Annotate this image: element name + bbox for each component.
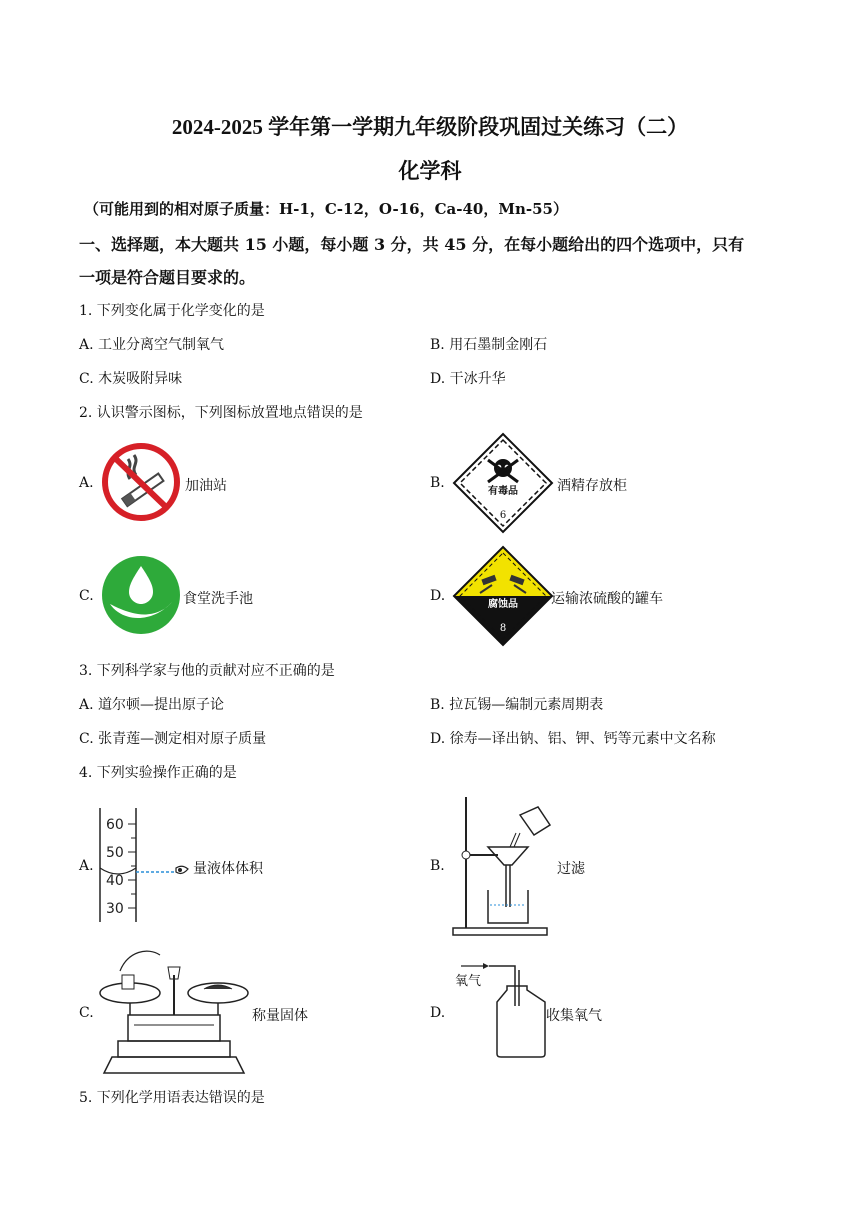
cylinder-tick-40: 40 <box>106 873 124 889</box>
q3-option-c: C. 张青莲—测定相对原子质量 <box>79 731 267 747</box>
q4-option-c-letter: C. <box>79 1005 94 1021</box>
toxic-sign-icon <box>452 432 554 534</box>
cylinder-tick-50: 50 <box>106 845 124 861</box>
section-heading-line2: 一项是符合题目要求的。 <box>79 268 256 287</box>
section-heading-line1: 一、选择题，本大题共 15 小题，每小题 3 分，共 45 分，在每小题给出的四个选项中，只有 <box>79 235 745 254</box>
q4-option-d-letter: D. <box>430 1005 446 1021</box>
balance-scale-figure <box>98 945 250 1075</box>
q2-option-c-text: 食堂洗手池 <box>183 591 253 607</box>
q2-option-b-letter: B. <box>430 475 445 491</box>
atomic-masses-note: （可能用到的相对原子质量：H-1，C-12，O-16，Ca-40，Mn-55） <box>84 200 568 218</box>
q4-option-b-letter: B. <box>430 858 445 874</box>
q2-stem: 2. 认识警示图标，下列图标放置地点错误的是 <box>79 405 363 421</box>
q4-option-b-text: 过滤 <box>557 861 585 877</box>
q1-option-b: B. 用石墨制金刚石 <box>430 337 548 353</box>
q4-option-a-letter: A. <box>79 858 94 874</box>
q2-option-a-text: 加油站 <box>185 478 227 494</box>
page-title: 2024-2025 学年第一学期九年级阶段巩固过关练习（二） <box>171 115 689 139</box>
q1-option-a: A. 工业分离空气制氧气 <box>79 337 225 353</box>
corrosive-sign-label: 腐蚀品 <box>488 599 518 610</box>
q3-option-a: A. 道尔顿—提出原子论 <box>79 697 225 713</box>
q1-stem: 1. 下列变化属于化学变化的是 <box>79 303 265 319</box>
q3-option-d: D. 徐寿—译出钠、铝、钾、钙等元素中文名称 <box>430 731 716 747</box>
no-smoking-icon <box>100 441 182 523</box>
q3-option-b: B. 拉瓦锡—编制元素周期表 <box>430 697 604 713</box>
q3-stem: 3. 下列科学家与他的贡献对应不正确的是 <box>79 663 335 679</box>
corrosive-sign-icon <box>452 545 554 647</box>
graduated-cylinder-figure <box>96 806 196 924</box>
subject-title: 化学科 <box>398 159 462 183</box>
q5-stem: 5. 下列化学用语表达错误的是 <box>79 1090 265 1106</box>
q4-option-d-text: 收集氧气 <box>546 1008 602 1024</box>
q2-option-d-text: 运输浓硫酸的罐车 <box>551 591 663 607</box>
toxic-sign-number: 6 <box>499 510 507 521</box>
q1-option-c: C. 木炭吸附异味 <box>79 371 183 387</box>
q4-option-a-text: 量液体体积 <box>193 861 263 877</box>
cylinder-tick-30: 30 <box>106 901 124 917</box>
q2-option-b-text: 酒精存放柜 <box>557 478 627 494</box>
filtration-setup-figure <box>450 795 560 938</box>
q4-option-c-text: 称量固体 <box>252 1008 308 1024</box>
q1-option-d: D. 干冰升华 <box>430 371 506 387</box>
toxic-sign-label: 有毒品 <box>488 486 518 497</box>
q2-option-a-letter: A. <box>79 475 94 491</box>
water-saving-icon <box>100 554 182 636</box>
gas-bottle-figure <box>455 962 550 1058</box>
q2-option-d-letter: D. <box>430 588 446 604</box>
cylinder-tick-60: 60 <box>106 817 124 833</box>
corrosive-sign-number: 8 <box>499 623 507 634</box>
oxygen-inlet-label: 氧气 <box>455 974 482 989</box>
q4-stem: 4. 下列实验操作正确的是 <box>79 765 237 781</box>
q2-option-c-letter: C. <box>79 588 94 604</box>
